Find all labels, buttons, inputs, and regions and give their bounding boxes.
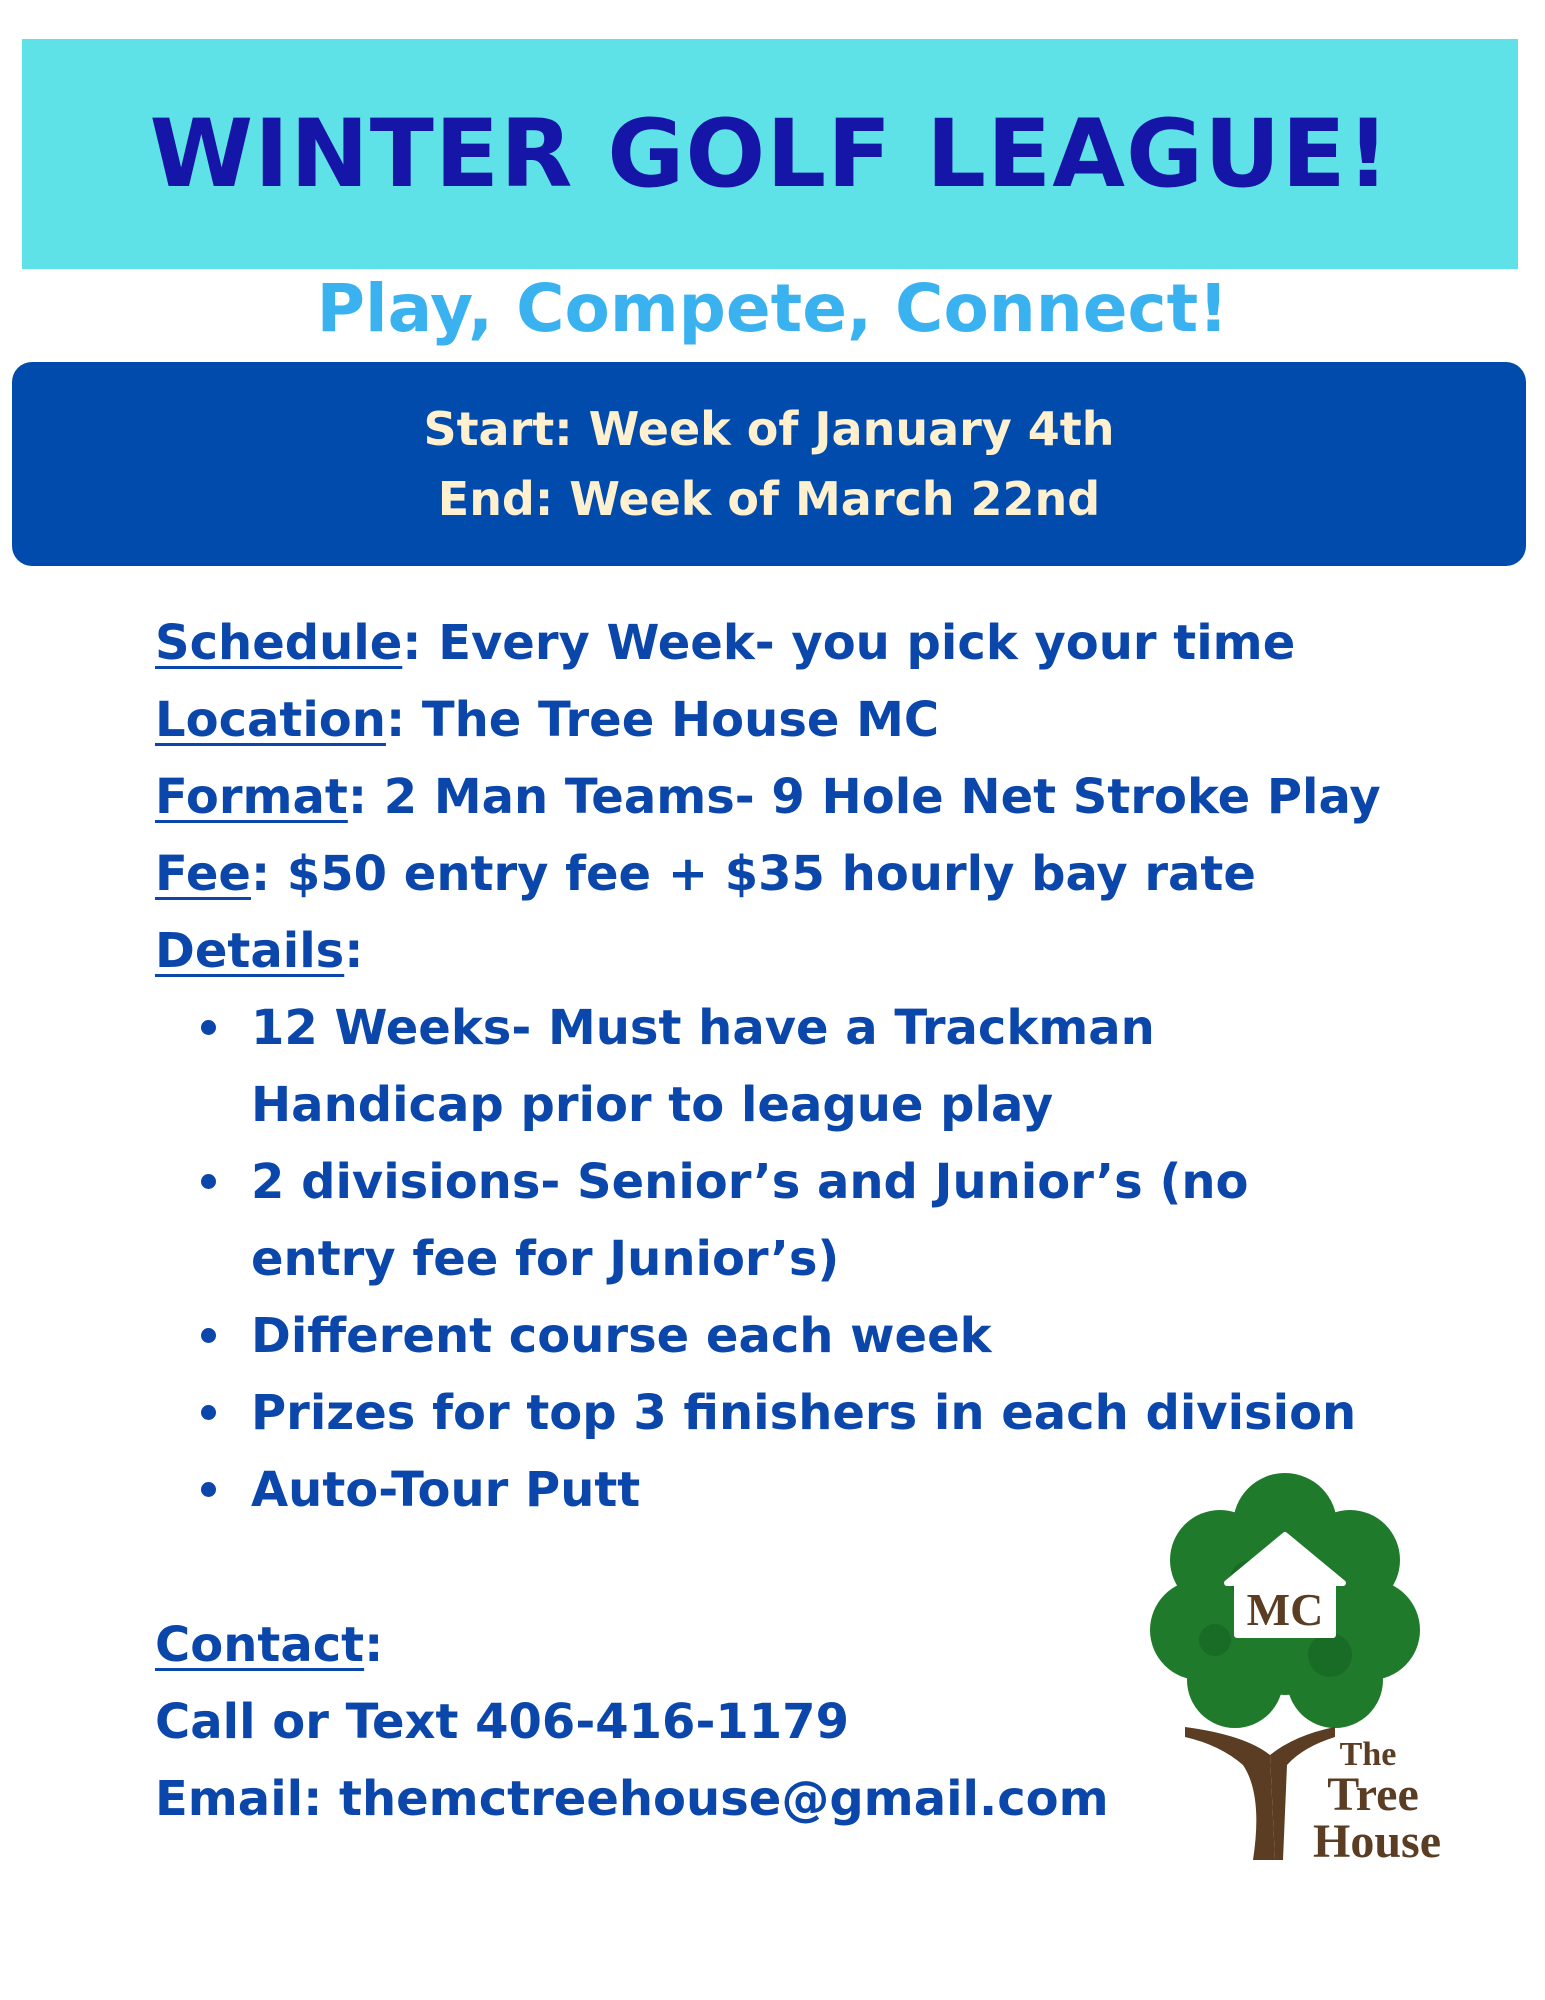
detail-text: Prizes for top 3 finishers in each division: [251, 1385, 1357, 1441]
contact-label: Contact: [155, 1617, 365, 1673]
location-value: : The Tree House MC: [385, 692, 940, 748]
bullet-icon: [201, 1328, 216, 1343]
tagline: Play, Compete, Connect!: [316, 270, 1229, 347]
format-value: : 2 Man Teams- 9 Hole Net Stroke Play: [347, 769, 1381, 825]
bullet-icon: [201, 1482, 216, 1497]
contact-email: Email: themctreehouse@gmail.com: [155, 1771, 1109, 1827]
location-line: [155, 682, 1405, 759]
bullet-icon: [201, 1020, 216, 1035]
date-box: [12, 362, 1526, 566]
logo-text-house: House: [1312, 1815, 1442, 1865]
format-label: Format: [155, 769, 348, 825]
fee-line: [155, 836, 1405, 913]
location-label: Location: [155, 692, 386, 748]
list-item: [155, 990, 1405, 1144]
list-item: [155, 1144, 1405, 1298]
details-colon: :: [344, 923, 364, 979]
logo-initials: MC: [1246, 1584, 1324, 1635]
detail-text: Different course each week: [251, 1308, 992, 1364]
contact-phone: Call or Text 406-416-1179: [155, 1694, 849, 1750]
start-date: Start: Week of January 4th: [423, 402, 1115, 456]
detail-text: Auto-Tour Putt: [251, 1462, 641, 1518]
logo-text-tree: Tree: [1327, 1768, 1419, 1821]
title-banner: [22, 39, 1518, 269]
detail-text: 12 Weeks- Must have a Trackman Handicap prior to league play: [251, 1000, 1155, 1133]
schedule-line: [155, 605, 1405, 682]
fee-label: Fee: [155, 846, 251, 902]
details-list: [155, 990, 1405, 1529]
details-heading: [155, 913, 1405, 990]
list-item: [155, 1375, 1405, 1452]
logo-text-the: The: [1339, 1736, 1397, 1773]
detail-text: 2 divisions- Senior’s and Junior’s (no entry fee for Junior’s): [251, 1154, 1249, 1287]
bullet-icon: [201, 1174, 216, 1189]
details-label: Details: [155, 923, 345, 979]
page-title: WINTER GOLF LEAGUE!: [149, 99, 1391, 209]
format-line: [155, 759, 1405, 836]
schedule-value: : Every Week- you pick your time: [402, 615, 1296, 671]
schedule-label: Schedule: [155, 615, 403, 671]
tree-house-logo: [1125, 1465, 1445, 1865]
contact-colon: :: [364, 1617, 384, 1673]
end-date: End: Week of March 22nd: [437, 472, 1101, 526]
bullet-icon: [201, 1405, 216, 1420]
list-item: [155, 1298, 1405, 1375]
fee-value: : $50 entry fee + $35 hourly bay rate: [250, 846, 1256, 902]
